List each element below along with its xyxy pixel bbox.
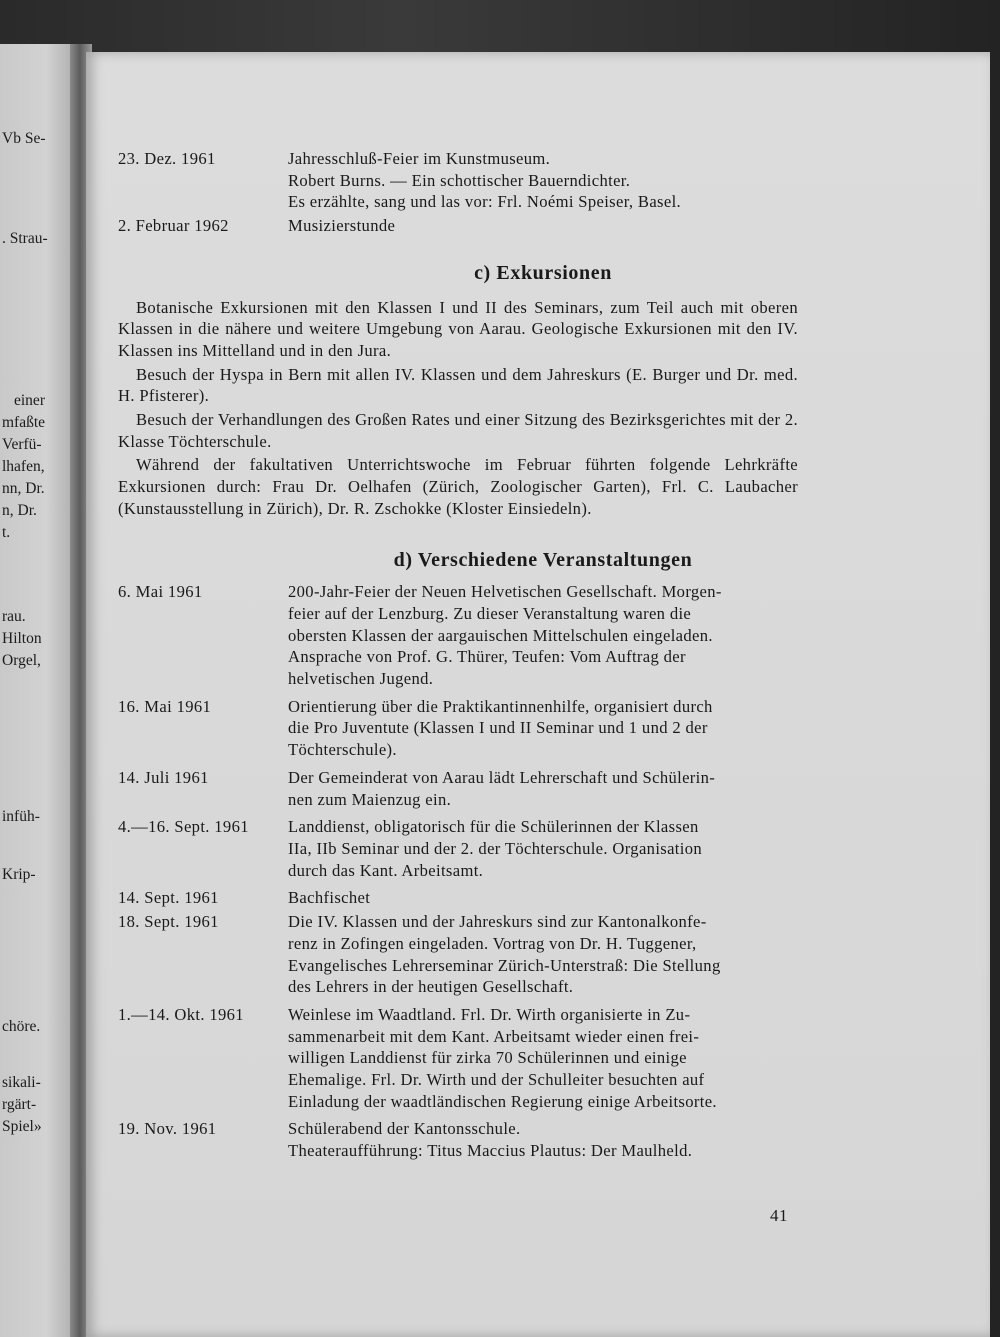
left-fragment: einer (14, 392, 45, 409)
page-number: 41 (770, 1206, 788, 1225)
entry-date: 14. Sept. 1961 (118, 888, 219, 908)
event-entry (118, 816, 798, 881)
entry-date: 6. Mai 1961 (118, 582, 203, 602)
left-fragment: Spiel» (2, 1118, 42, 1135)
paragraph: Besuch der Hyspa in Bern mit allen IV. Klassen und dem Jahreskurs (E. Burger und Dr. med. H. Pfisterer). (118, 364, 798, 406)
entry-line: nen zum Maienzug ein. (288, 789, 452, 809)
left-fragment: Hilton (2, 630, 42, 647)
entry-line: Ansprache von Prof. G. Thürer, Teufen: Vom Auftrag der (288, 647, 686, 667)
entry-line: renz in Zofingen eingeladen. Vortrag von Dr. H. Tuggener, (288, 933, 697, 953)
entry-line: Landdienst, obligatorisch für die Schülerinnen der Klassen (288, 817, 699, 837)
left-fragment: Krip- (2, 866, 36, 883)
event-entry (118, 911, 798, 998)
event-entry (118, 696, 798, 761)
entry-line: Der Gemeinderat von Aarau lädt Lehrerschaft und Schülerin- (288, 767, 716, 787)
left-fragment: mfaßte (2, 414, 46, 431)
entry-line: Orientierung über die Praktikantinnenhilfe, organisiert durch (288, 696, 713, 716)
entry-line: sammenarbeit mit dem Kant. Arbeitsamt wieder einen frei- (288, 1026, 700, 1046)
entry-date: 19. Nov. 1961 (118, 1119, 217, 1139)
left-fragment: Orgel, (2, 652, 41, 669)
entry-line: Theateraufführung: Titus Maccius Plautus: Der Maulheld. (288, 1141, 693, 1161)
entry-line: die Pro Juventute (Klassen I und II Seminar und 1 und 2 der (288, 718, 708, 738)
left-fragment: Vb Se- (2, 130, 46, 147)
entry-line: durch das Kant. Arbeitsamt. (288, 860, 484, 880)
entry-line: Schülerabend der Kantonsschule. (288, 1119, 521, 1139)
entry-date: 1.—14. Okt. 1961 (118, 1004, 244, 1024)
left-fragment: Verfü- (2, 436, 42, 453)
entry-line: helvetischen Jugend. (288, 669, 434, 689)
entry-description (288, 911, 798, 998)
entry-description (288, 581, 798, 690)
left-page-edge (0, 44, 78, 1337)
entry-line: Töchterschule). (288, 740, 397, 760)
entry-description (288, 887, 798, 909)
paragraph: Botanische Exkursionen mit den Klassen I und II des Seminars, zum Teil auch mit oberen Klassen in die nähere und weitere Umgebung von Aarau. Geologische Exkursionen mit den IV. Klassen ins Mittelland und in den Jura. (118, 297, 798, 360)
entry-line: 200-Jahr-Feier der Neuen Helvetischen Gesellschaft. Morgen- (288, 582, 722, 602)
left-fragment: sikali- (2, 1074, 41, 1091)
paragraph: Besuch der Verhandlungen des Großen Rates und einer Sitzung des Bezirksgerichtes mit der 2. Klasse Töchterschule. (118, 410, 798, 451)
left-fragment: nn, Dr. (2, 480, 45, 497)
entry-line: Jahresschluß-Feier im Kunstmuseum. (288, 149, 551, 168)
entry-date: 4.—16. Sept. 1961 (118, 817, 249, 837)
entry-date: 2. Februar 1962 (118, 216, 229, 236)
left-fragment: . Strau- (2, 230, 48, 247)
entry-line: Es erzählte, sang und las vor: Frl. Noémi Speiser, Basel. (288, 192, 682, 212)
entry-line: Robert Burns. — Ein schottischer Bauerndichter. (288, 170, 631, 190)
entry-description (288, 1004, 798, 1113)
section-heading-veranstaltungen: d) Verschiedene Veranstaltungen (393, 548, 693, 571)
entry-description (288, 816, 798, 881)
entry-description (288, 215, 798, 237)
section-heading-exkursionen: c) Exkursionen (474, 261, 612, 284)
entry-description (288, 1118, 798, 1161)
entry-line: des Lehrers in der heutigen Gesellschaft. (288, 977, 574, 997)
entry-date: 16. Mai 1961 (118, 696, 212, 716)
left-fragment: rgärt- (2, 1096, 37, 1113)
entry-line: Einladung der waadtländischen Regierung einige Arbeitsorte. (288, 1091, 717, 1111)
entry-line: IIa, IIb Seminar und der 2. der Töchterschule. Organisation (288, 838, 703, 858)
left-fragment: chöre. (2, 1018, 41, 1035)
entry-date: 18. Sept. 1961 (118, 912, 219, 932)
entry-line: Ehemalige. Frl. Dr. Wirth und der Schulleiter besuchten auf (288, 1070, 705, 1090)
event-entry (118, 581, 798, 690)
left-fragment: n, Dr. (2, 502, 37, 519)
entry-description (288, 767, 798, 810)
top-entry (118, 215, 798, 237)
entry-line: willigen Landdienst für zirka 70 Schülerinnen und einige (288, 1048, 687, 1068)
event-entry (118, 767, 798, 810)
left-fragment: lhafen, (2, 458, 45, 475)
entry-line: Die IV. Klassen und der Jahreskurs sind zur Kantonalkonfe- (288, 912, 707, 932)
event-entry (118, 1004, 798, 1113)
entry-line: obersten Klassen der aargauischen Mittelschulen eingeladen. (288, 625, 713, 645)
paragraph: Während der fakultativen Unterrichtswoche im Februar führten folgende Lehrkräfte Exkursionen durch: Frau Dr. Oelhafen (Zürich, Zoologischer Garten), Frl. C. Laubacher (Kunstausstellung in Zürich), Dr. R. Zschokke (Kloster Einsiedeln). (118, 455, 798, 518)
entry-line: Weinlese im Waadtland. Frl. Dr. Wirth organisierte in Zu- (288, 1004, 691, 1024)
event-entry (118, 887, 798, 909)
left-fragment: rau. (2, 608, 26, 625)
entry-description (288, 696, 798, 761)
left-fragment: t. (2, 524, 11, 541)
entry-line: Bachfischet (288, 888, 371, 908)
entry-date: 23. Dez. 1961 (118, 149, 216, 168)
left-fragment: infüh- (2, 808, 40, 825)
event-entry (118, 1118, 798, 1161)
entry-line: feier auf der Lenzburg. Zu dieser Veranstaltung waren die (288, 603, 692, 623)
page-content (118, 148, 798, 1162)
top-entry (118, 148, 798, 213)
entry-description (288, 148, 798, 213)
entry-line: Musizierstunde (288, 216, 396, 236)
entry-date: 14. Juli 1961 (118, 767, 209, 787)
entry-line: Evangelisches Lehrerseminar Zürich-Unterstraß: Die Stellung (288, 955, 721, 975)
